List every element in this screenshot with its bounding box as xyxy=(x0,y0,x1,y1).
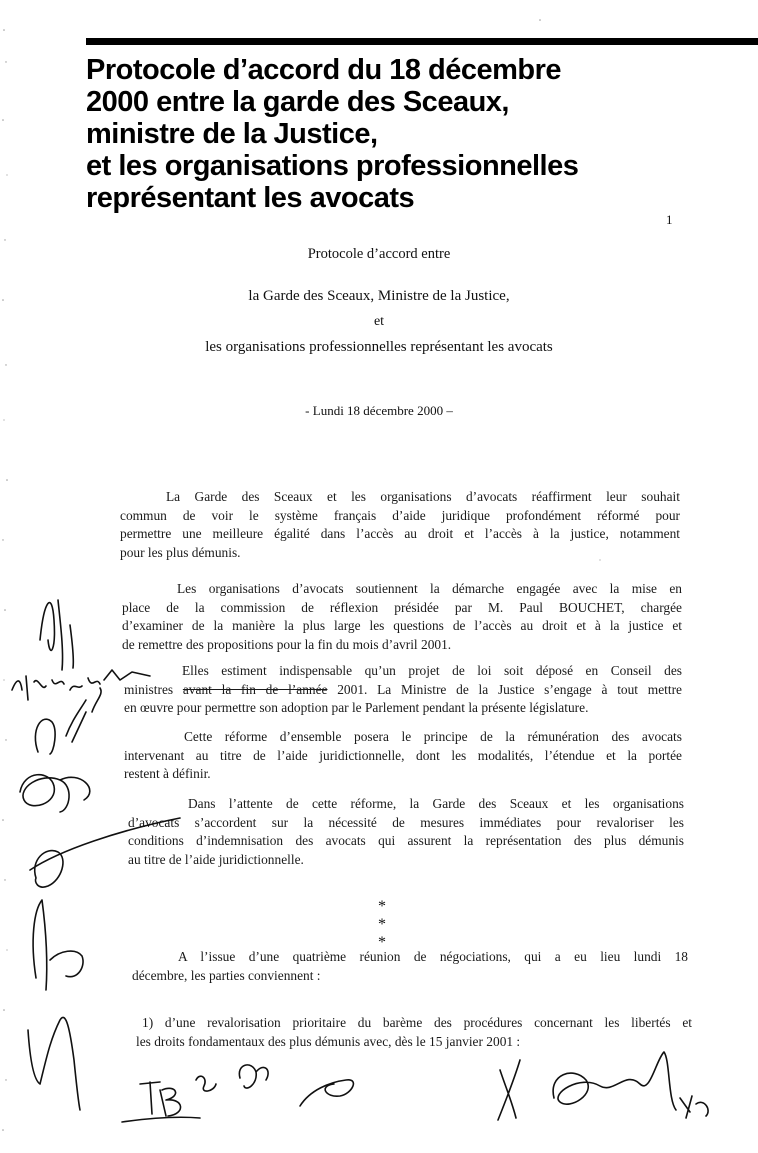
text-line: les droits fondamentaux des plus démunis avec, dès le 15 janvier 2001 : xyxy=(136,1033,521,1049)
text-line: intervenant au titre de l’aide juridictionnelle, dont les modalités, l’étendue et la portée xyxy=(124,747,682,763)
bottom-underline xyxy=(122,1117,200,1122)
struck-text: avant la fin de l’année xyxy=(182,681,328,697)
text-line: de remettre des propositions pour la fin du mois d’avril 2001. xyxy=(122,636,452,652)
text-line: 1) d’une revalorisation prioritaire du barème des procédures concernant les libertés et xyxy=(142,1015,692,1030)
bottom-right-initial xyxy=(680,1096,708,1118)
text-line: A l’issue d’une quatrième réunion de négociations, qui a eu lieu lundi 18 xyxy=(178,949,688,964)
margin-scribble xyxy=(40,600,73,670)
text-line: commun de voir le système français d’aide juridique profondément réformé pour xyxy=(120,507,680,523)
text-line: conditions d’indemnisation des avocats qui assurent la représentation des plus démunis xyxy=(128,833,684,848)
text-line: Les organisations d’avocats soutiennent la démarche engagée avec la mise en xyxy=(177,581,682,596)
margin-scribble xyxy=(33,900,83,990)
text-line: décembre, les parties conviennent : xyxy=(132,967,321,983)
margin-loop xyxy=(35,851,63,887)
text-line: en œuvre pour permettre son adoption par le Parlement pendant la présente législature. xyxy=(124,700,589,715)
bottom-signature xyxy=(300,1080,353,1106)
text-line: restent à définir. xyxy=(124,766,211,781)
text-line: La Garde des Sceaux et les organisations d’avocats réaffirment leur souhait xyxy=(166,489,680,504)
margin-note xyxy=(12,670,150,700)
subtitle-line: Protocole d’accord entre xyxy=(307,246,451,262)
subtitle-line: la Garde des Sceaux, Ministre de la Justice, xyxy=(248,288,510,304)
text-line: pour les plus démunis. xyxy=(120,544,241,560)
subtitle-line: et xyxy=(373,314,385,329)
title-line: représentant les avocats xyxy=(86,182,415,214)
text-line: permettre une meilleure égalité dans l’accès au droit et l’accès à la justice, notamment xyxy=(120,526,680,541)
text-line: d’avocats s’accordent sur la nécessité de mesures immédiates pour revaloriser les xyxy=(128,814,684,830)
text-line: place de la commission de réflexion présidée par M. Paul BOUCHET, chargée xyxy=(122,599,682,615)
margin-signature xyxy=(20,775,90,812)
title-line: et les organisations professionnelles xyxy=(86,150,579,182)
text-segment: 2001. La Ministre de la Justice s’engage à tout mettre xyxy=(327,681,682,697)
bottom-scribble xyxy=(239,1065,268,1088)
margin-initials xyxy=(35,688,101,754)
text-line: au titre de l’aide juridictionnelle. xyxy=(128,851,304,867)
text-line: Elles estiment indispensable qu’un projet de loi soit déposé en Conseil des xyxy=(182,663,682,678)
section-separator: * * * xyxy=(378,898,422,951)
subtitle-line: les organisations professionnelles représentant les avocats xyxy=(205,339,553,355)
title-line: ministre de la Justice, xyxy=(86,118,378,150)
margin-scribble xyxy=(28,1017,80,1110)
bottom-scribble xyxy=(196,1076,216,1091)
initials-tb xyxy=(140,1082,181,1116)
margin-strike-line xyxy=(30,818,180,870)
text-segment: ministres xyxy=(124,681,183,697)
date-line: - Lundi 18 décembre 2000 – xyxy=(305,403,453,418)
text-line: Dans l’attente de cette réforme, la Garde des Sceaux et les organisations xyxy=(188,796,684,811)
text-line: d’examiner de la manière la plus large les questions de l’accès au droit et à la justice et xyxy=(122,618,682,633)
title-line: 2000 entre la garde des Sceaux, xyxy=(86,86,509,118)
bottom-right-signature xyxy=(553,1052,676,1110)
text-line: Cette réforme d’ensemble posera le principe de la rémunération des avocats xyxy=(184,729,682,744)
bottom-right-initial xyxy=(498,1060,520,1120)
page-number: 1 xyxy=(666,212,673,227)
title-line: Protocole d’accord du 18 décembre xyxy=(86,54,562,86)
